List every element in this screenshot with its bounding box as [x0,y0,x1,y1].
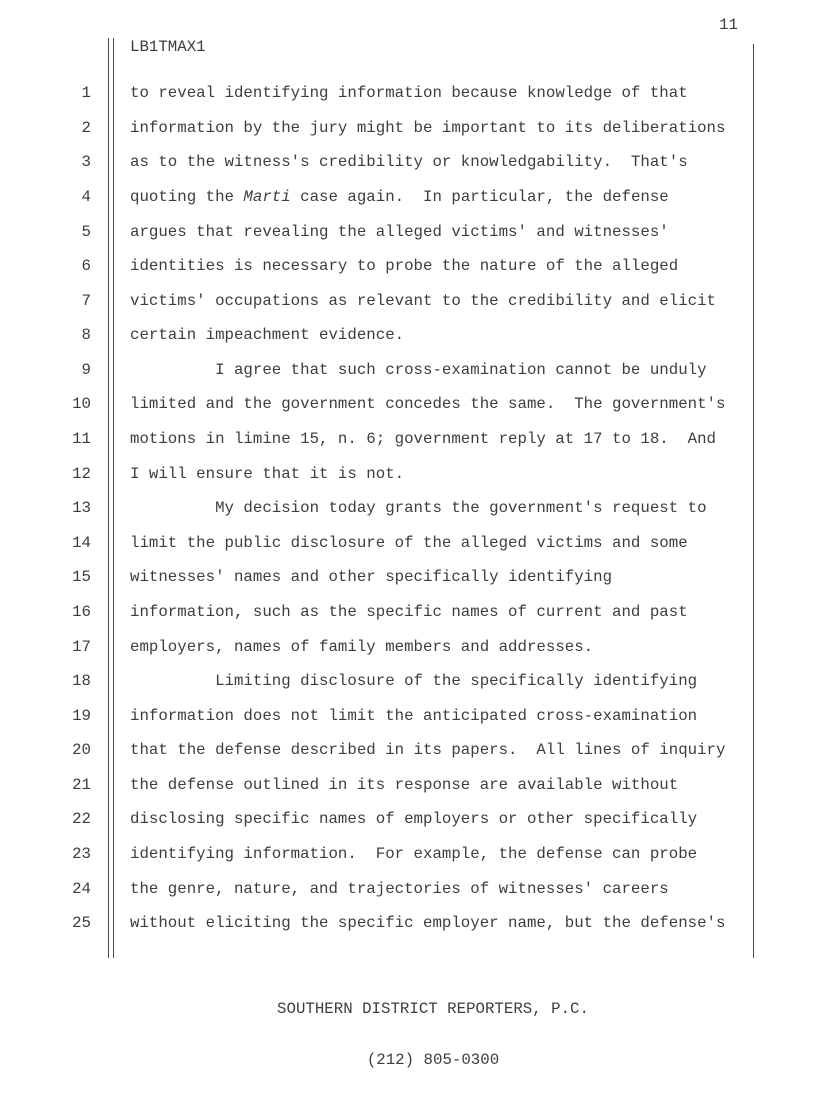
line-text: certain impeachment evidence. [130,326,405,345]
line-text: as to the witness's credibility or knowledgability. That's [130,153,688,172]
transcript-line [0,145,752,180]
transcript-header-label: LB1TMAX1 [130,38,206,56]
line-number: 1 [81,84,91,103]
transcript-line [0,906,752,941]
line-number: 7 [81,291,91,310]
reporter-phone: (212) 805-0300 [366,1051,500,1070]
transcript-line [0,180,752,215]
line-number: 22 [72,810,91,829]
line-number: 3 [81,153,91,172]
line-number: 11 [72,430,91,449]
line-text: identities is necessary to probe the nature of the alleged [130,257,679,276]
transcript-line [0,698,752,733]
transcript-line [0,456,752,491]
transcript-line [0,629,752,664]
transcript-line [0,353,752,388]
line-number: 17 [72,637,91,656]
line-text: identifying information. For example, the defense can probe [130,845,698,863]
line-number: 21 [72,775,91,794]
transcript-line [0,526,752,561]
line-text: motions in limine 15, n. 6; government reply at 17 to 18. And [130,430,716,449]
transcript-line [0,214,752,249]
line-number: 10 [72,395,91,414]
transcript-line [0,560,752,595]
transcript-line [0,249,752,284]
transcript-line [0,283,752,318]
transcript-line [0,318,752,353]
reporter-footer [130,966,736,1104]
transcript-line [0,664,752,699]
transcript-line [0,802,752,837]
line-text: information, such as the specific names of current and past [130,602,688,621]
line-text: I will ensure that it is not. [130,464,405,483]
line-text: employers, names of family members and addresses. [130,637,594,656]
line-text: information does not limit the anticipated cross-examination [130,706,698,725]
transcript-line [0,871,752,906]
line-number: 4 [81,188,91,207]
line-number: 8 [81,326,91,345]
line-number: 12 [72,464,91,483]
line-text: I agree that such cross-examination cannot be unduly [130,360,707,379]
line-number: 18 [72,672,91,691]
transcript-line [0,595,752,630]
line-text: limited and the government concedes the same. The government's [130,395,726,414]
line-number: 25 [72,914,91,933]
transcript-line [0,422,752,457]
line-number: 5 [81,222,91,241]
line-number: 23 [72,845,91,863]
transcript-line [0,76,752,111]
line-number: 19 [72,706,91,725]
reporter-name: SOUTHERN DISTRICT REPORTERS, P.C. [277,999,589,1018]
line-text: that the defense described in its papers. All lines of inquiry [130,741,726,760]
line-text: without eliciting the specific employer name, but the defense's [130,914,726,933]
page-number: 11 [719,16,738,34]
line-text: limit the public disclosure of the alleged victims and some [130,533,688,552]
line-text: witnesses' names and other specifically identifying [130,568,613,587]
line-text: My decision today grants the government's request to [130,499,707,518]
transcript-line [0,768,752,803]
line-text: information by the jury might be important to its deliberations [130,118,726,137]
line-number: 2 [81,118,91,137]
right-margin-rule [753,44,754,958]
line-number: 15 [72,568,91,587]
line-text: the defense outlined in its response are available without [130,775,679,794]
line-text: victims' occupations as relevant to the credibility and elicit [130,291,716,310]
transcript-line [0,837,752,872]
transcript-line [0,387,752,422]
line-text: argues that revealing the alleged victims' and witnesses' [130,222,669,241]
transcript-line [0,733,752,768]
line-text: Limiting disclosure of the specifically identifying [130,672,698,691]
line-number: 24 [72,879,91,898]
transcript-line [0,491,752,526]
transcript-lines [0,76,752,940]
line-number: 14 [72,533,91,552]
line-number: 20 [72,741,91,760]
transcript-line [0,111,752,146]
line-number: 13 [72,499,91,518]
line-text: disclosing specific names of employers or other specifically [130,810,698,829]
line-number: 16 [72,602,91,621]
line-text: to reveal identifying information because knowledge of that [130,84,688,103]
line-text: quoting the Marti case again. In particular, the defense [130,188,669,207]
line-number: 9 [81,360,91,379]
line-number: 6 [81,257,91,276]
line-text: the genre, nature, and trajectories of witnesses' careers [130,879,669,898]
